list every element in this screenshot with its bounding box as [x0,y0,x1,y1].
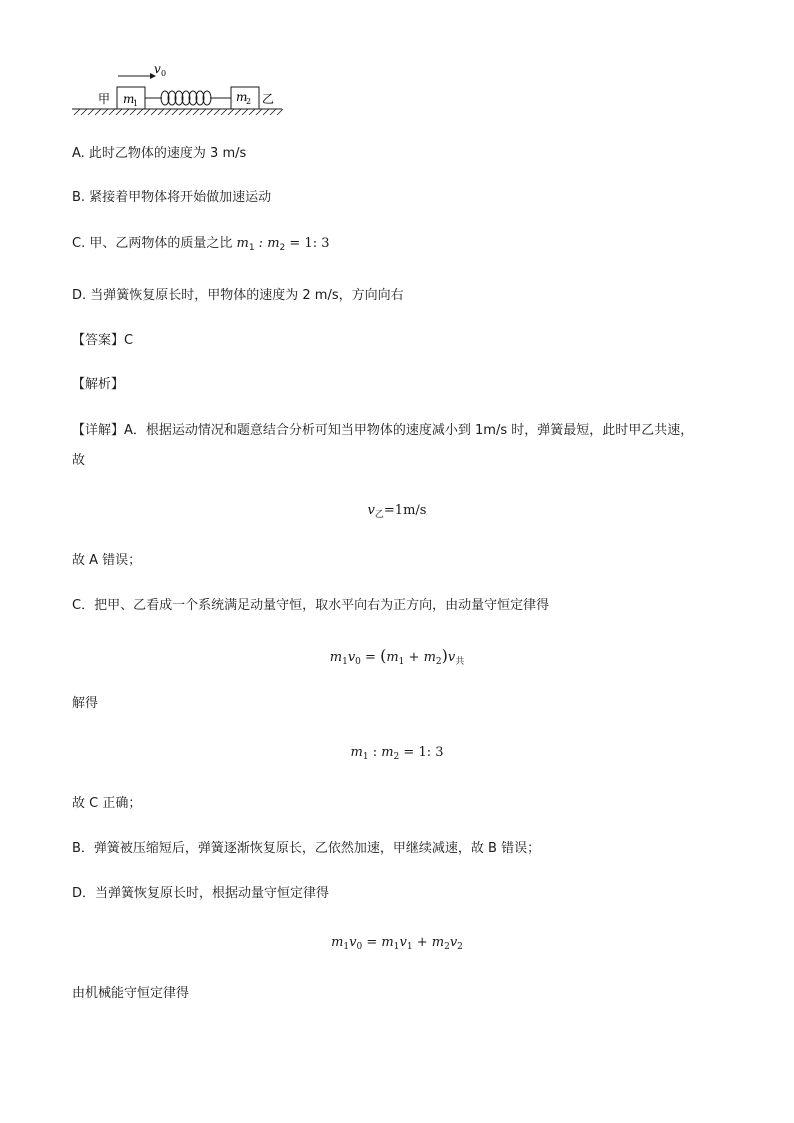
equation-2 [0,647,794,671]
detail-line-2: 故 [72,453,86,468]
spring-block-diagram [70,60,285,120]
eq4-m1-sub: 1 [343,942,350,952]
eq4-m2: m [431,935,445,950]
b-analysis: B．弹簧被压缩短后，弹簧逐渐恢复原长，乙依然加速，甲继续减速，故 B 错误； [72,841,541,856]
d-analysis: D．当弹簧恢复原长时，根据动量守恒定律得 [72,886,330,901]
eq2-m-sub: 1 [342,657,348,667]
floor-hatching [74,109,283,115]
c-conclusion: 故 C 正确； [72,796,142,811]
c-analysis: C．把甲、乙看成一个系统满足动量守恒，取水平向右为正方向，由动量守恒定律得 [72,598,550,613]
equation-1 [0,502,794,524]
eq1-sub: 乙 [374,510,384,520]
eq2-m1: m [386,650,399,665]
eq4-m1b-sub: 1 [393,942,400,952]
eq2-v: v [347,650,356,665]
eq4-v1-sub: 1 [406,942,413,952]
answer-value: C [124,333,134,348]
eq2-m2: m [423,650,436,665]
option-c-ratio: = 1: 3 [285,236,330,251]
answer-tag: 【答案】 [72,333,125,348]
equation-4 [0,934,794,956]
spring [145,91,231,105]
answer-line [72,332,133,350]
option-c-colon: : [254,236,268,251]
block-m1-label: m [123,92,135,106]
option-a: A. 此时乙物体的速度为 3 m/s [72,146,247,161]
energy-line: 由机械能守恒定律得 [72,986,190,1001]
eq1-v: v [367,503,375,518]
eq3-m1: m [350,745,363,760]
eq2-m2-sub: 2 [435,657,442,667]
spring-block-figure [70,60,285,120]
option-d: D. 当弹簧恢复原长时，甲物体的速度为 2 m/s，方向向右 [72,288,404,303]
eq2-close-paren: ) [441,646,448,665]
right-body-name: 乙 [262,92,275,106]
option-c [72,235,329,257]
velocity-label: v [154,62,161,76]
eq1-rhs: =1m/s [383,503,427,518]
eq4-m1b: m [381,935,394,950]
eq2-m: m [329,650,343,665]
block-m2-label: m [236,90,248,104]
eq4-v2: v [449,935,458,950]
option-b: B. 紧接着甲物体将开始做加速运动 [72,190,272,205]
eq2-open-paren: ( [380,646,387,665]
detail-line-1: 【详解】A．根据运动情况和题意结合分析可知当甲物体的速度减小到 1m/s 时，弹簧最短，此时甲乙共速， [72,423,694,438]
eq3-m1-sub: 1 [362,752,369,762]
option-c-m1: m [236,236,249,251]
eq3-m2-sub: 2 [393,752,400,762]
block-m1-subscript: 1 [133,99,139,108]
option-c-m2: m [267,236,280,251]
option-c-m1-sub: 1 [248,243,255,253]
option-c-m2-sub: 2 [279,243,286,253]
eq2-v-sub: 0 [355,657,361,667]
eq2-v-common: v [447,650,456,665]
eq2-m1-sub: 1 [398,657,405,667]
eq4-m2-sub: 2 [444,942,450,952]
eq4-v0-sub: 0 [356,942,363,952]
eq4-v0: v [349,935,357,950]
eq3-rhs: = 1: 3 [399,745,444,760]
eq3-m2: m [381,745,394,760]
eq4-equals: = [362,935,382,950]
equation-3 [0,744,794,766]
velocity-subscript: 0 [161,69,167,78]
eq3-colon: : [368,745,382,760]
option-c-text: C. 甲、乙两物体的质量之比 [72,236,233,251]
block-m2-subscript: 2 [246,97,252,106]
eq2-v-common-sub: 共 [455,657,465,667]
analysis-tag: 【解析】 [72,377,125,392]
eq4-v1: v [399,935,407,950]
eq4-v2-sub: 2 [457,942,463,952]
solve-label: 解得 [72,696,99,711]
eq2-equals: = [360,650,381,665]
a-conclusion: 故 A 错误； [72,553,142,568]
eq2-plus: + [404,650,424,665]
left-body-name: 甲 [98,92,111,106]
eq4-m1: m [331,935,344,950]
eq4-plus: + [412,935,432,950]
